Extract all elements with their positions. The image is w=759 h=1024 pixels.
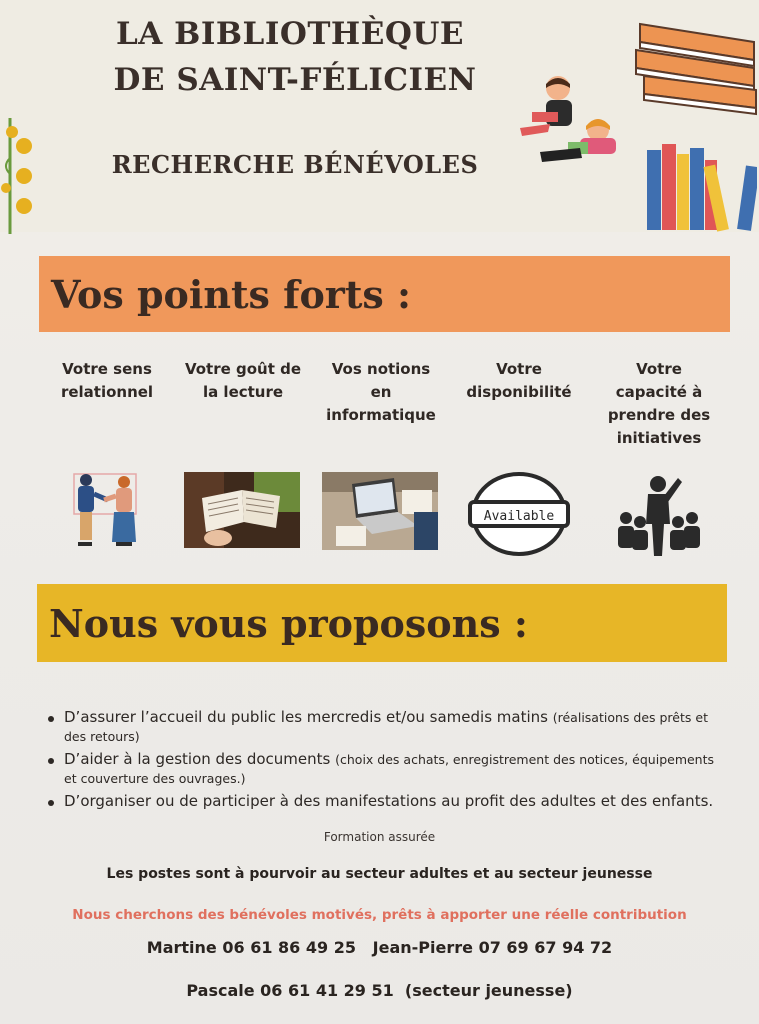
- page-title-line2: DE SAINT-FÉLICIEN: [113, 62, 477, 98]
- strength-label-availability: Votre disponibilité: [466, 360, 572, 401]
- contacts-line1: Martine 06 61 86 49 25 Jean-Pierre 07 69 67 94 72: [146, 938, 613, 957]
- motivation-note: Nous cherchons des bénévoles motivés, prêts à apporter une réelle contribution: [72, 907, 687, 923]
- strength-label-relational: Votre sens relationnel: [60, 360, 154, 401]
- stacked-books-icon: [630, 16, 759, 116]
- standing-books-icon: [645, 140, 757, 232]
- available-badge-icon: [464, 472, 574, 556]
- page-title-line1: LA BIBLIOTHÈQUE: [115, 16, 464, 52]
- available-badge-text: Available: [483, 509, 555, 524]
- strength-label-reading: Votre goût de la lecture: [184, 360, 302, 401]
- leader-group-icon: [612, 472, 704, 558]
- offers-heading: Nous vous proposons :: [49, 600, 528, 646]
- strength-label-computing: Vos notions en informatique: [326, 360, 436, 424]
- training-note: Formation assurée: [323, 830, 436, 844]
- offer-item: D’organiser ou de participer à des manifestations au profit des adultes et des enfants.: [40, 792, 730, 811]
- strength-label-initiative: Votre capacité à prendre des initiatives: [607, 360, 711, 447]
- page-subtitle: RECHERCHE BÉNÉVOLES: [111, 150, 479, 179]
- offers-list: [40, 708, 730, 815]
- people-talking-icon: [46, 470, 162, 554]
- book-reading-photo: [184, 472, 300, 548]
- offer-item: D’assurer l’accueil du public les mercredis et/ou samedis matins (réalisations des prêts et des retours): [40, 708, 730, 746]
- laptop-work-photo: [322, 472, 438, 550]
- positions-note: Les postes sont à pourvoir au secteur adultes et au secteur jeunesse: [106, 866, 653, 882]
- contacts-line2: Pascale 06 61 41 29 51 (secteur jeunesse): [186, 981, 573, 1000]
- offers-banner: [37, 584, 727, 662]
- offer-item: D’aider à la gestion des documents (choix des achats, enregistrement des notices, équipements et couverture des ouvrages.): [40, 750, 730, 788]
- strengths-banner: [39, 256, 730, 332]
- strengths-heading: Vos points forts :: [51, 271, 412, 317]
